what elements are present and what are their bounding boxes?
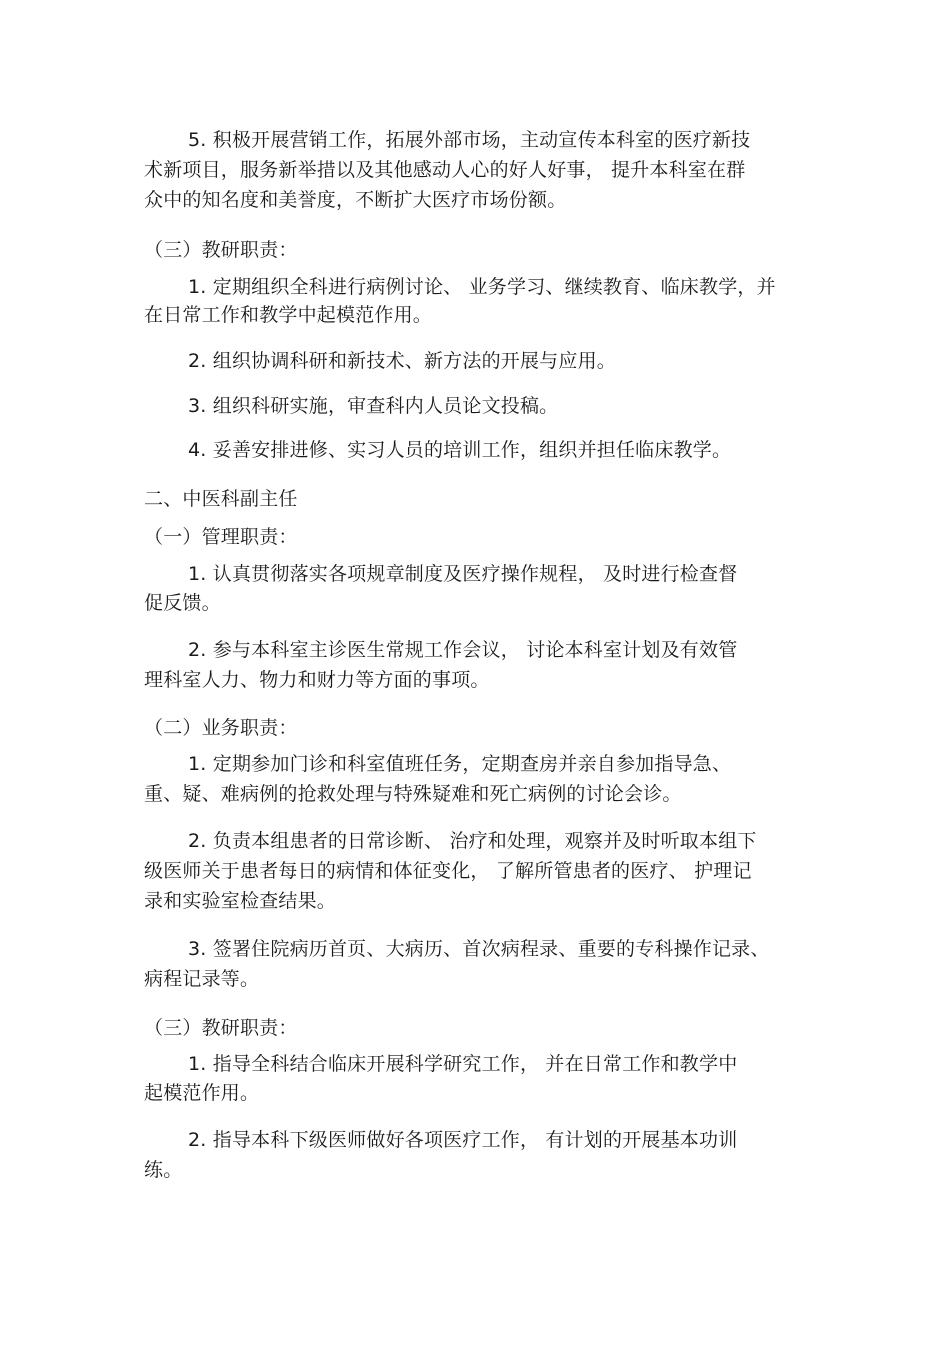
paragraph-line: 起模范作用。 xyxy=(144,1082,260,1104)
paragraph-line: 1. 定期参加门诊和科室值班任务，定期查房并亲自参加指导急、 xyxy=(188,753,732,775)
paragraph-line: 理科室人力、物力和财力等方面的事项。 xyxy=(144,669,490,691)
paragraph-line: 术新项目，服务新举措以及其他感动人心的好人好事， 提升本科室在群 xyxy=(144,159,746,181)
paragraph-line: 2. 参与本科室主诊医生常规工作会议， 讨论本科室计划及有效管 xyxy=(188,639,738,661)
section-heading: （一）管理职责： xyxy=(144,526,298,548)
paragraph-line: 2. 组织协调科研和新技术、新方法的开展与应用。 xyxy=(188,350,616,372)
paragraph-line: 4. 妥善安排进修、实习人员的培训工作，组织并担任临床教学。 xyxy=(188,439,732,461)
section-heading: （三）教研职责： xyxy=(144,1017,298,1039)
section-heading: （三）教研职责： xyxy=(144,239,298,261)
paragraph-line: 2. 负责本组患者的日常诊断、 治疗和处理，观察并及时听取本组下 xyxy=(188,830,757,852)
paragraph-line: 1. 定期组织全科进行病例讨论、 业务学习、继续教育、临床教学，并 xyxy=(188,276,776,298)
paragraph-line: 录和实验室检查结果。 xyxy=(144,890,337,912)
paragraph-line: 练。 xyxy=(144,1159,183,1181)
paragraph-line: 1. 指导全科结合临床开展科学研究工作， 并在日常工作和教学中 xyxy=(188,1053,738,1075)
paragraph-line: 病程记录等。 xyxy=(144,968,260,990)
section-heading: （二）业务职责： xyxy=(144,717,298,739)
paragraph-line: 3. 签署住院病历首页、大病历、首次病程录、重要的专科操作记录、 xyxy=(188,938,770,960)
section-title: 二、中医科副主任 xyxy=(144,488,298,510)
paragraph-line: 级医师关于患者每日的病情和体征变化， 了解所管患者的医疗、 护理记 xyxy=(144,860,752,882)
paragraph-line: 众中的知名度和美誉度，不断扩大医疗市场份额。 xyxy=(144,189,567,211)
paragraph-line: 3. 组织科研实施，审查科内人员论文投稿。 xyxy=(188,395,559,417)
paragraph-line: 促反馈。 xyxy=(144,592,221,614)
paragraph-line: 1. 认真贯彻落实各项规章制度及医疗操作规程， 及时进行检查督 xyxy=(188,563,738,585)
paragraph-line: 重、疑、难病例的抢救处理与特殊疑难和死亡病例的讨论会诊。 xyxy=(144,783,682,805)
paragraph-line: 5. 积极开展营销工作，拓展外部市场，主动宣传本科室的医疗新技 xyxy=(188,129,751,151)
paragraph-line: 在日常工作和教学中起模范作用。 xyxy=(144,304,433,326)
paragraph-line: 2. 指导本科下级医师做好各项医疗工作， 有计划的开展基本功训 xyxy=(188,1129,738,1151)
